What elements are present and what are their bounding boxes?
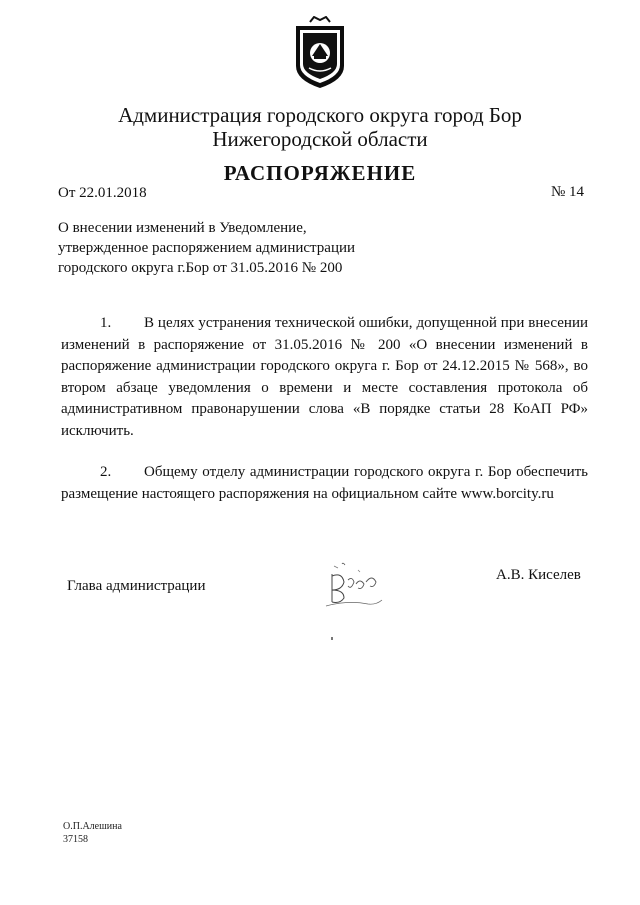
paragraph-line [61, 462, 588, 484]
scan-speck [331, 637, 333, 640]
paragraph-2 [61, 462, 588, 505]
paragraph-text: Общему отделу администрации городского округа г. Бор обеспечить [144, 464, 588, 480]
subject-line: О внесении изменений в Уведомление, [58, 220, 307, 236]
paragraph-line: исключить. [61, 422, 134, 439]
paragraph-number: 1. [100, 315, 112, 331]
paragraph-text: В целях устранения технической ошибки, допущенной при внесении [144, 315, 588, 331]
document-number: № 14 [551, 184, 585, 200]
organization-name: Администрация городского округа город Бор [118, 103, 522, 127]
paragraph-line: втором абзаце уведомления о времени и месте составления протокола об [61, 379, 588, 396]
document-subject [58, 218, 355, 278]
handwritten-signature [318, 560, 388, 610]
date-value: 22.01.2018 [79, 185, 147, 201]
paragraph-line [61, 313, 588, 335]
document-date [58, 185, 147, 202]
signatory-position: Глава администрации [67, 578, 206, 594]
signatory-name: А.В. Киселев [496, 567, 581, 583]
document-title: РАСПОРЯЖЕНИЕ [223, 161, 417, 185]
paragraph-number: 2. [100, 464, 112, 480]
paragraph-line: распоряжение администрации городского округа г. Бор от 24.12.2015 № 568», во [61, 358, 588, 374]
subject-line: утвержденное распоряжением администрации [58, 240, 356, 256]
paragraph-line: изменений в распоряжение от 31.05.2016 № 200 «О внесении изменений в [61, 336, 588, 353]
paragraph-line: размещение настоящего распоряжения на официальном сайте www.borcity.ru [61, 485, 554, 502]
paragraph-1 [61, 313, 588, 442]
executor-phone: 37158 [63, 834, 88, 845]
coat-of-arms-icon [292, 16, 348, 90]
paragraph-line: административном правонарушении слова «В порядке статьи 28 КоАП РФ» [61, 401, 588, 417]
executor-name: О.П.Алешина [63, 821, 122, 832]
date-prefix: От [58, 185, 76, 201]
organization-region: Нижегородской области [212, 127, 428, 151]
executor-info [63, 820, 122, 846]
subject-line: городского округа г.Бор от 31.05.2016 № 200 [58, 260, 343, 276]
